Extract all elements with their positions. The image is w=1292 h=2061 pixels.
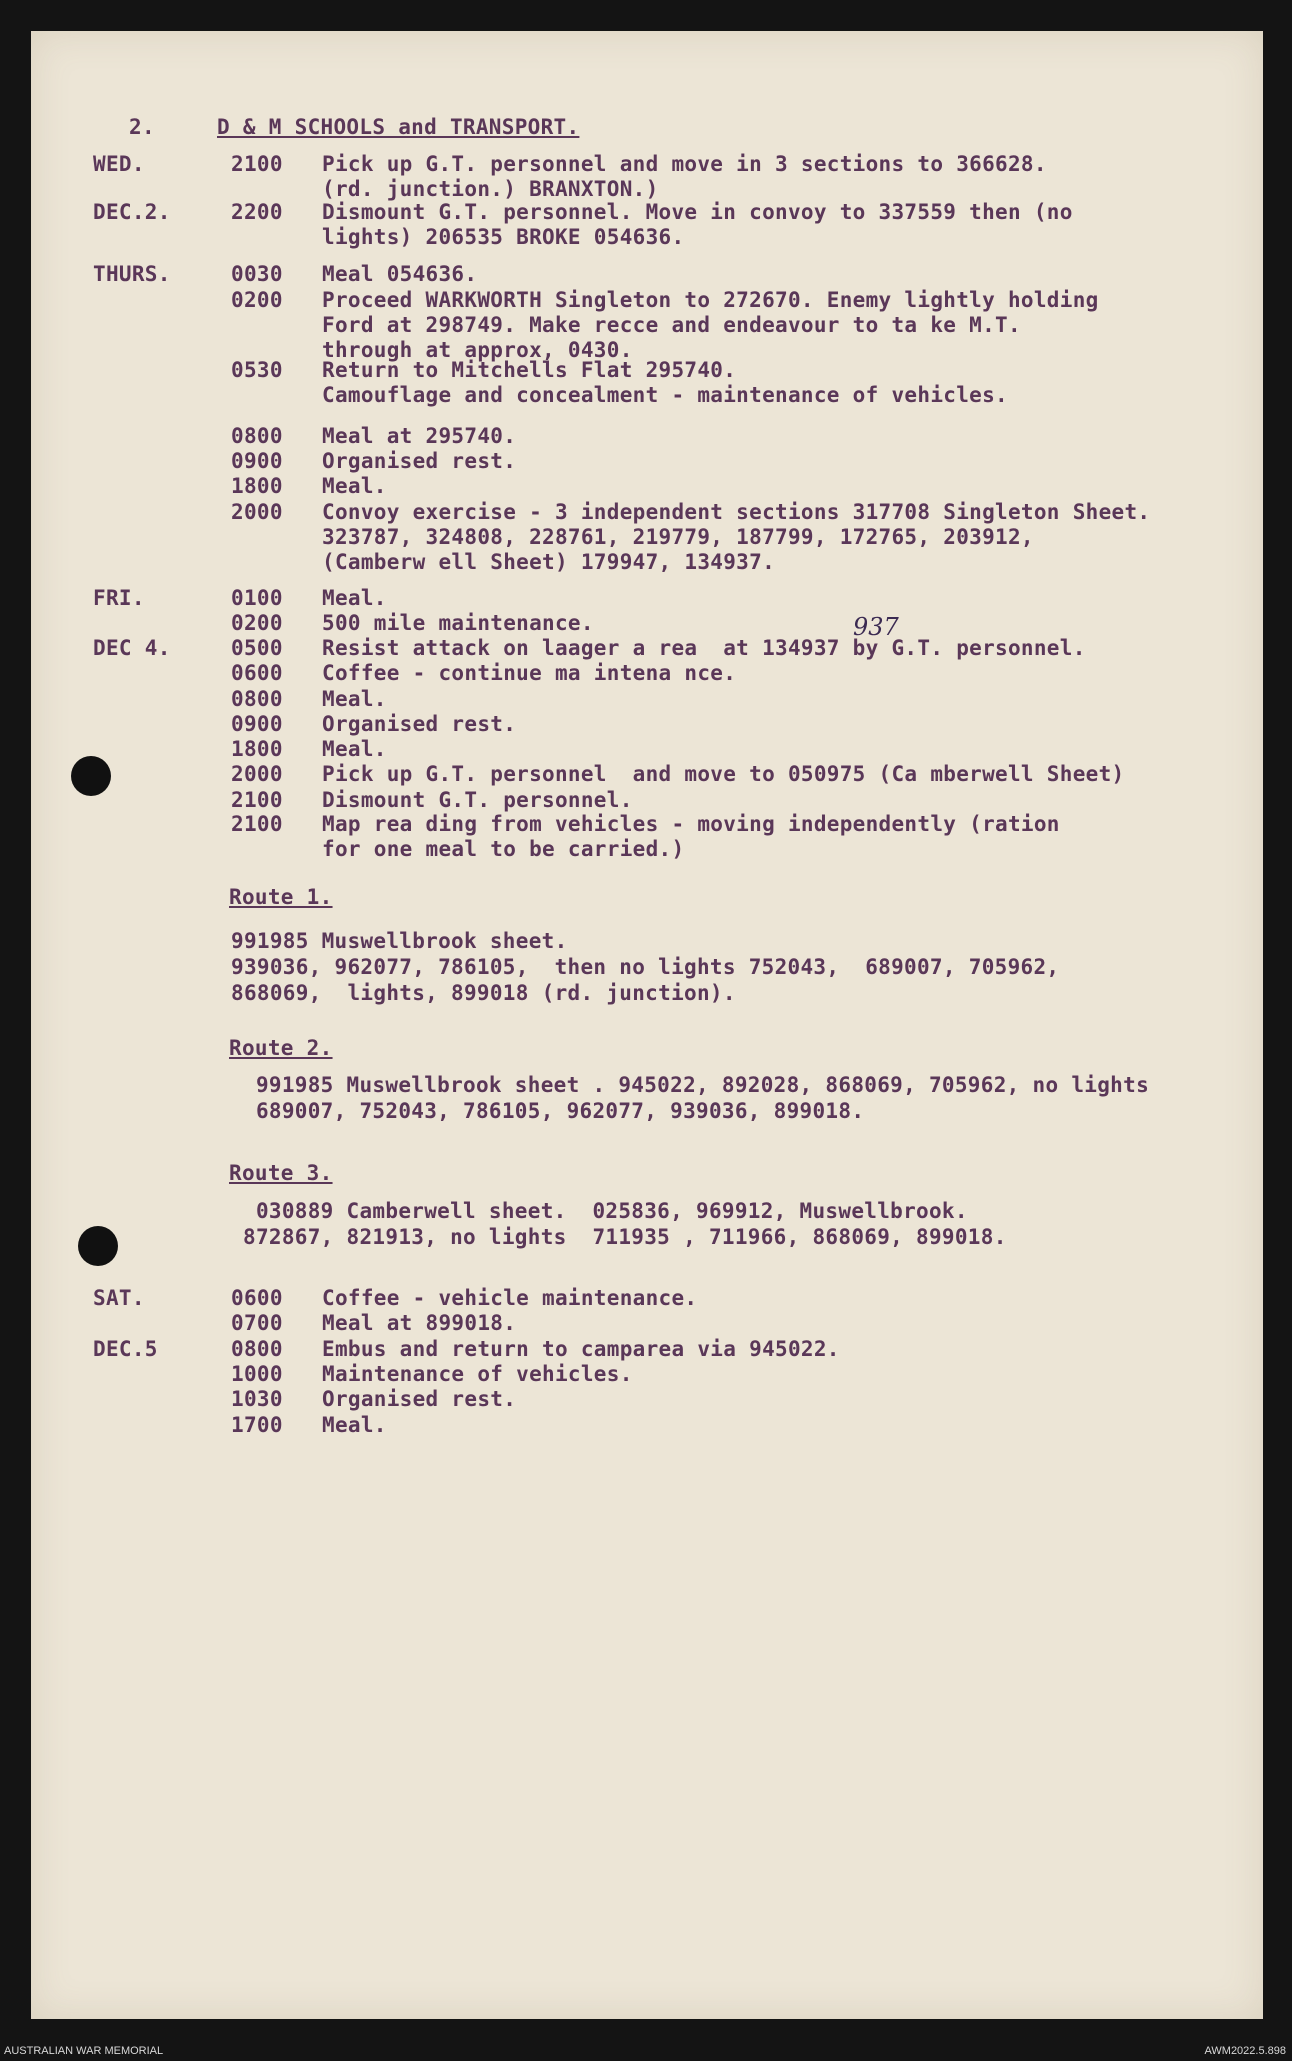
entry-text: Meal. <box>322 474 387 498</box>
entry-text: 500 mile maintenance. <box>322 611 594 635</box>
handwritten-correction: 937 <box>853 613 899 641</box>
time-label: 0600 <box>231 661 283 685</box>
route-text: 689007, 752043, 786105, 962077, 939036, 899018. <box>243 1099 865 1123</box>
time-label: 0100 <box>231 586 283 610</box>
time-label: 1700 <box>231 1413 283 1437</box>
entry-text: Meal. <box>322 737 387 761</box>
day-label: DEC 4. <box>93 636 171 660</box>
entry-text: Dismount G.T. personnel. Move in convoy to 337559 then (no <box>322 200 1073 224</box>
time-label: 0900 <box>231 712 283 736</box>
entry-text: Dismount G.T. personnel. <box>322 788 633 812</box>
day-label: DEC.2. <box>93 200 171 224</box>
section-number: 2. <box>129 115 155 139</box>
route-text: 868069, lights, 899018 (rd. junction). <box>231 981 736 1005</box>
footer-reference: AWM2022.5.898 <box>1204 2045 1286 2057</box>
route-title: Route 3. <box>229 1161 333 1185</box>
day-label: FRI. <box>93 586 145 610</box>
time-label: 0200 <box>231 288 283 312</box>
time-label: 1800 <box>231 737 283 761</box>
day-label: THURS. <box>93 262 171 286</box>
punch-hole <box>71 756 111 796</box>
entry-text: Maintenance of vehicles. <box>322 1362 633 1386</box>
day-label: WED. <box>93 152 145 176</box>
time-label: 2100 <box>231 152 283 176</box>
entry-text: Coffee - continue ma intena nce. <box>322 661 737 685</box>
time-label: 1800 <box>231 474 283 498</box>
time-label: 2200 <box>231 200 283 224</box>
entry-text: Organised rest. <box>322 712 517 736</box>
time-label: 0030 <box>231 262 283 286</box>
entry-text: Meal at 295740. <box>322 424 517 448</box>
entry-text: Return to Mitchells Flat 295740. <box>322 358 737 382</box>
entry-text: Embus and return to camparea via 945022. <box>322 1337 840 1361</box>
entry-text: for one meal to be carried.) <box>322 837 685 861</box>
entry-text: Proceed WARKWORTH Singleton to 272670. Enemy lightly holding <box>322 288 1099 312</box>
time-label: 0800 <box>231 1337 283 1361</box>
time-label: 1000 <box>231 1362 283 1386</box>
route-text: 991985 Muswellbrook sheet . 945022, 892028, 868069, 705962, no lights <box>243 1073 1150 1097</box>
entry-text: Pick up G.T. personnel and move in 3 sections to 366628. <box>322 152 1047 176</box>
time-label: 2000 <box>231 500 283 524</box>
entry-text: Organised rest. <box>322 449 517 473</box>
route-title: Route 1. <box>229 885 333 909</box>
time-label: 0800 <box>231 424 283 448</box>
document-page <box>31 31 1263 2019</box>
entry-text: Convoy exercise - 3 independent sections 317708 Singleton Sheet. <box>322 500 1151 524</box>
route-text: 939036, 962077, 786105, then no lights 752043, 689007, 705962, <box>231 955 1060 979</box>
day-label: DEC.5 <box>93 1337 158 1361</box>
time-label: 2100 <box>231 788 283 812</box>
entry-text: Map rea ding from vehicles - moving independently (ration <box>322 812 1060 836</box>
day-label: SAT. <box>93 1286 145 1310</box>
entry-text: (rd. junction.) BRANXTON.) <box>322 177 659 201</box>
entry-text: Camouflage and concealment - maintenance of vehicles. <box>322 383 1008 407</box>
entry-text: Resist attack on laager a rea at 134937 by G.T. personnel. <box>322 636 1086 660</box>
punch-hole <box>78 1226 118 1266</box>
route-text: 872867, 821913, no lights 711935 , 711966, 868069, 899018. <box>243 1225 1007 1249</box>
time-label: 0500 <box>231 636 283 660</box>
entry-text: Meal at 899018. <box>322 1311 517 1335</box>
footer-archive-label: AUSTRALIAN WAR MEMORIAL <box>4 2045 164 2057</box>
time-label: 2100 <box>231 812 283 836</box>
entry-text: (Camberw ell Sheet) 179947, 134937. <box>322 550 776 574</box>
page-heading: D & M SCHOOLS and TRANSPORT. <box>217 115 580 139</box>
entry-text: Meal. <box>322 687 387 711</box>
route-title: Route 2. <box>229 1036 333 1060</box>
time-label: 0200 <box>231 611 283 635</box>
time-label: 0800 <box>231 687 283 711</box>
time-label: 0700 <box>231 1311 283 1335</box>
time-label: 2000 <box>231 762 283 786</box>
entry-text: Organised rest. <box>322 1387 517 1411</box>
entry-text: lights) 206535 BROKE 054636. <box>322 225 685 249</box>
entry-text: Meal 054636. <box>322 262 478 286</box>
entry-text: Meal. <box>322 1413 387 1437</box>
route-text: 991985 Muswellbrook sheet. <box>231 929 568 953</box>
entry-text: Ford at 298749. Make recce and endeavour to ta ke M.T. <box>322 313 1021 337</box>
entry-text: Pick up G.T. personnel and move to 050975 (Ca mberwell Sheet) <box>322 762 1125 786</box>
route-text: 030889 Camberwell sheet. 025836, 969912, Muswellbrook. <box>243 1199 968 1223</box>
entry-text: Meal. <box>322 586 387 610</box>
entry-text: Coffee - vehicle maintenance. <box>322 1286 698 1310</box>
time-label: 0600 <box>231 1286 283 1310</box>
time-label: 1030 <box>231 1387 283 1411</box>
entry-text: 323787, 324808, 228761, 219779, 187799, 172765, 203912, <box>322 525 1034 549</box>
time-label: 0900 <box>231 449 283 473</box>
entry-text: through at approx, 0430. <box>322 338 633 362</box>
time-label: 0530 <box>231 358 283 382</box>
